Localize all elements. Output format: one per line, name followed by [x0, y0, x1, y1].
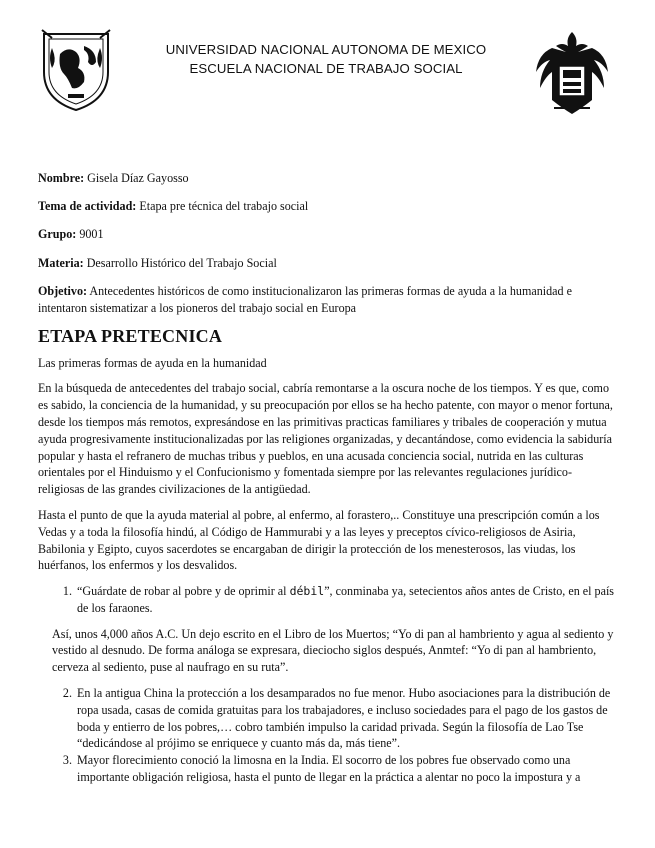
paragraph-3: Así, unos 4,000 años A.C. Un dejo escrito en el Libro de los Muertos; “Yo di pan al hambriento y agua al sediento y vestido al desnudo. De forma análoga se expresara, dieciocho siglos después, Anmtef: “Yo di pan al hambriento, cerveza al sediento, puse al naufrago en su ruta”.	[52, 626, 614, 675]
paragraph-1: En la búsqueda de antecedentes del trabajo social, cabría remontarse a la oscura noche de los tiempos. Y es que, como es sabido, la conciencia de la humanidad, y su preocupación por ellos se ha hecho patente, con mayor o menor fortuna, desde los tiempos más remotos, expresándose en las primitivas practicas familiares y tribales de cooperación y mutua ayuda progresivamente institucionalizadas por las religiones organizadas, y decantándose, como evidencia la sabiduría popular y hasta el refranero de muchas tribus y pueblos, en una acusada conciencia social, nutrida en las culturas orientales por el Hinduismo y el Confucionismo y fomentada siempre por las relevantes regulaciones jurídico-religiosas de las grandes civilizaciones de la antigüedad.	[38, 381, 613, 497]
list-item-3: 3. Mayor florecimiento conoció la limosna en la India. El socorro de los pobres fue observado como una importante obligación religiosa, hasta el punto de llegar en la práctica a alentar no poco la impostura y a	[75, 752, 616, 786]
list-item-word: débil	[289, 584, 325, 599]
unam-crest-icon	[38, 28, 114, 112]
field-label: Nombre:	[38, 171, 85, 185]
section-subtitle: Las primeras formas de ayuda en la humanidad	[38, 355, 267, 370]
university-name: UNIVERSIDAD NACIONAL AUTONOMA DE MEXICO	[165, 42, 487, 57]
document-header	[0, 0, 655, 150]
document-body	[38, 170, 616, 795]
field-value: Desarrollo Histórico del Trabajo Social	[83, 255, 277, 270]
section-heading: ETAPA PRETECNICA	[38, 325, 223, 346]
ents-eagle-crest-icon	[532, 28, 612, 116]
field-label: Tema de actividad:	[38, 199, 137, 214]
field-value: Etapa pre técnica del trabajo social	[136, 199, 309, 214]
list-item-text: “Guárdate de robar al pobre y de oprimir al	[77, 584, 290, 599]
field-tema	[38, 198, 616, 215]
institution-title	[120, 40, 532, 78]
field-materia	[38, 255, 616, 272]
numbered-list-1	[38, 583, 616, 617]
numbered-list-2	[38, 685, 616, 786]
field-label: Objetivo:	[38, 283, 88, 298]
field-nombre	[38, 170, 616, 187]
field-objetivo	[38, 283, 616, 317]
list-item-2: 2. En la antigua China la protección a los desamparados no fue menor. Hubo asociaciones para la distribución de ropa usada, casas de comida gratuitas para los trabajadores, e incluso sociedades para el pago de los gastos de boda y entierro de los pobres,… cobro también impulso la caridad privada. Según la filosofía de Lao Tse “dedicándose al prójimo se enriquece y cuanto más da, más tiene”.	[75, 685, 616, 752]
field-value: 9001	[76, 227, 104, 242]
school-name: ESCUELA NACIONAL DE TRABAJO SOCIAL	[189, 61, 463, 76]
field-grupo	[38, 226, 616, 243]
paragraph-2: Hasta el punto de que la ayuda material al pobre, al enfermo, al forastero,.. Constituye una prescripción común a los Vedas y a toda la filosofía hindú, al Código de Hammurabi y a las leyes y preceptos cívico-religiosos de Asiria, Babilonia y Egipto, cuyos sacerdotes se encargaban de dirigir la protección de los menesterosos, las viudas, los huérfanos, los enfermos y los desvalidos.	[38, 507, 600, 573]
field-value: Antecedentes históricos de como institucionalizaron las primeras formas de ayuda a la humanidad e intentaron sistematizar a los pioneros del trabajo social en Europa	[38, 283, 572, 315]
list-item-text: ”, conminaba ya, setecientos años antes de Cristo, en el país de los faraones.	[77, 584, 615, 615]
field-value: Gisela Díaz Gayosso	[84, 171, 189, 185]
list-item-1	[75, 583, 616, 617]
field-label: Materia:	[38, 255, 84, 270]
field-label: Grupo:	[38, 227, 77, 242]
